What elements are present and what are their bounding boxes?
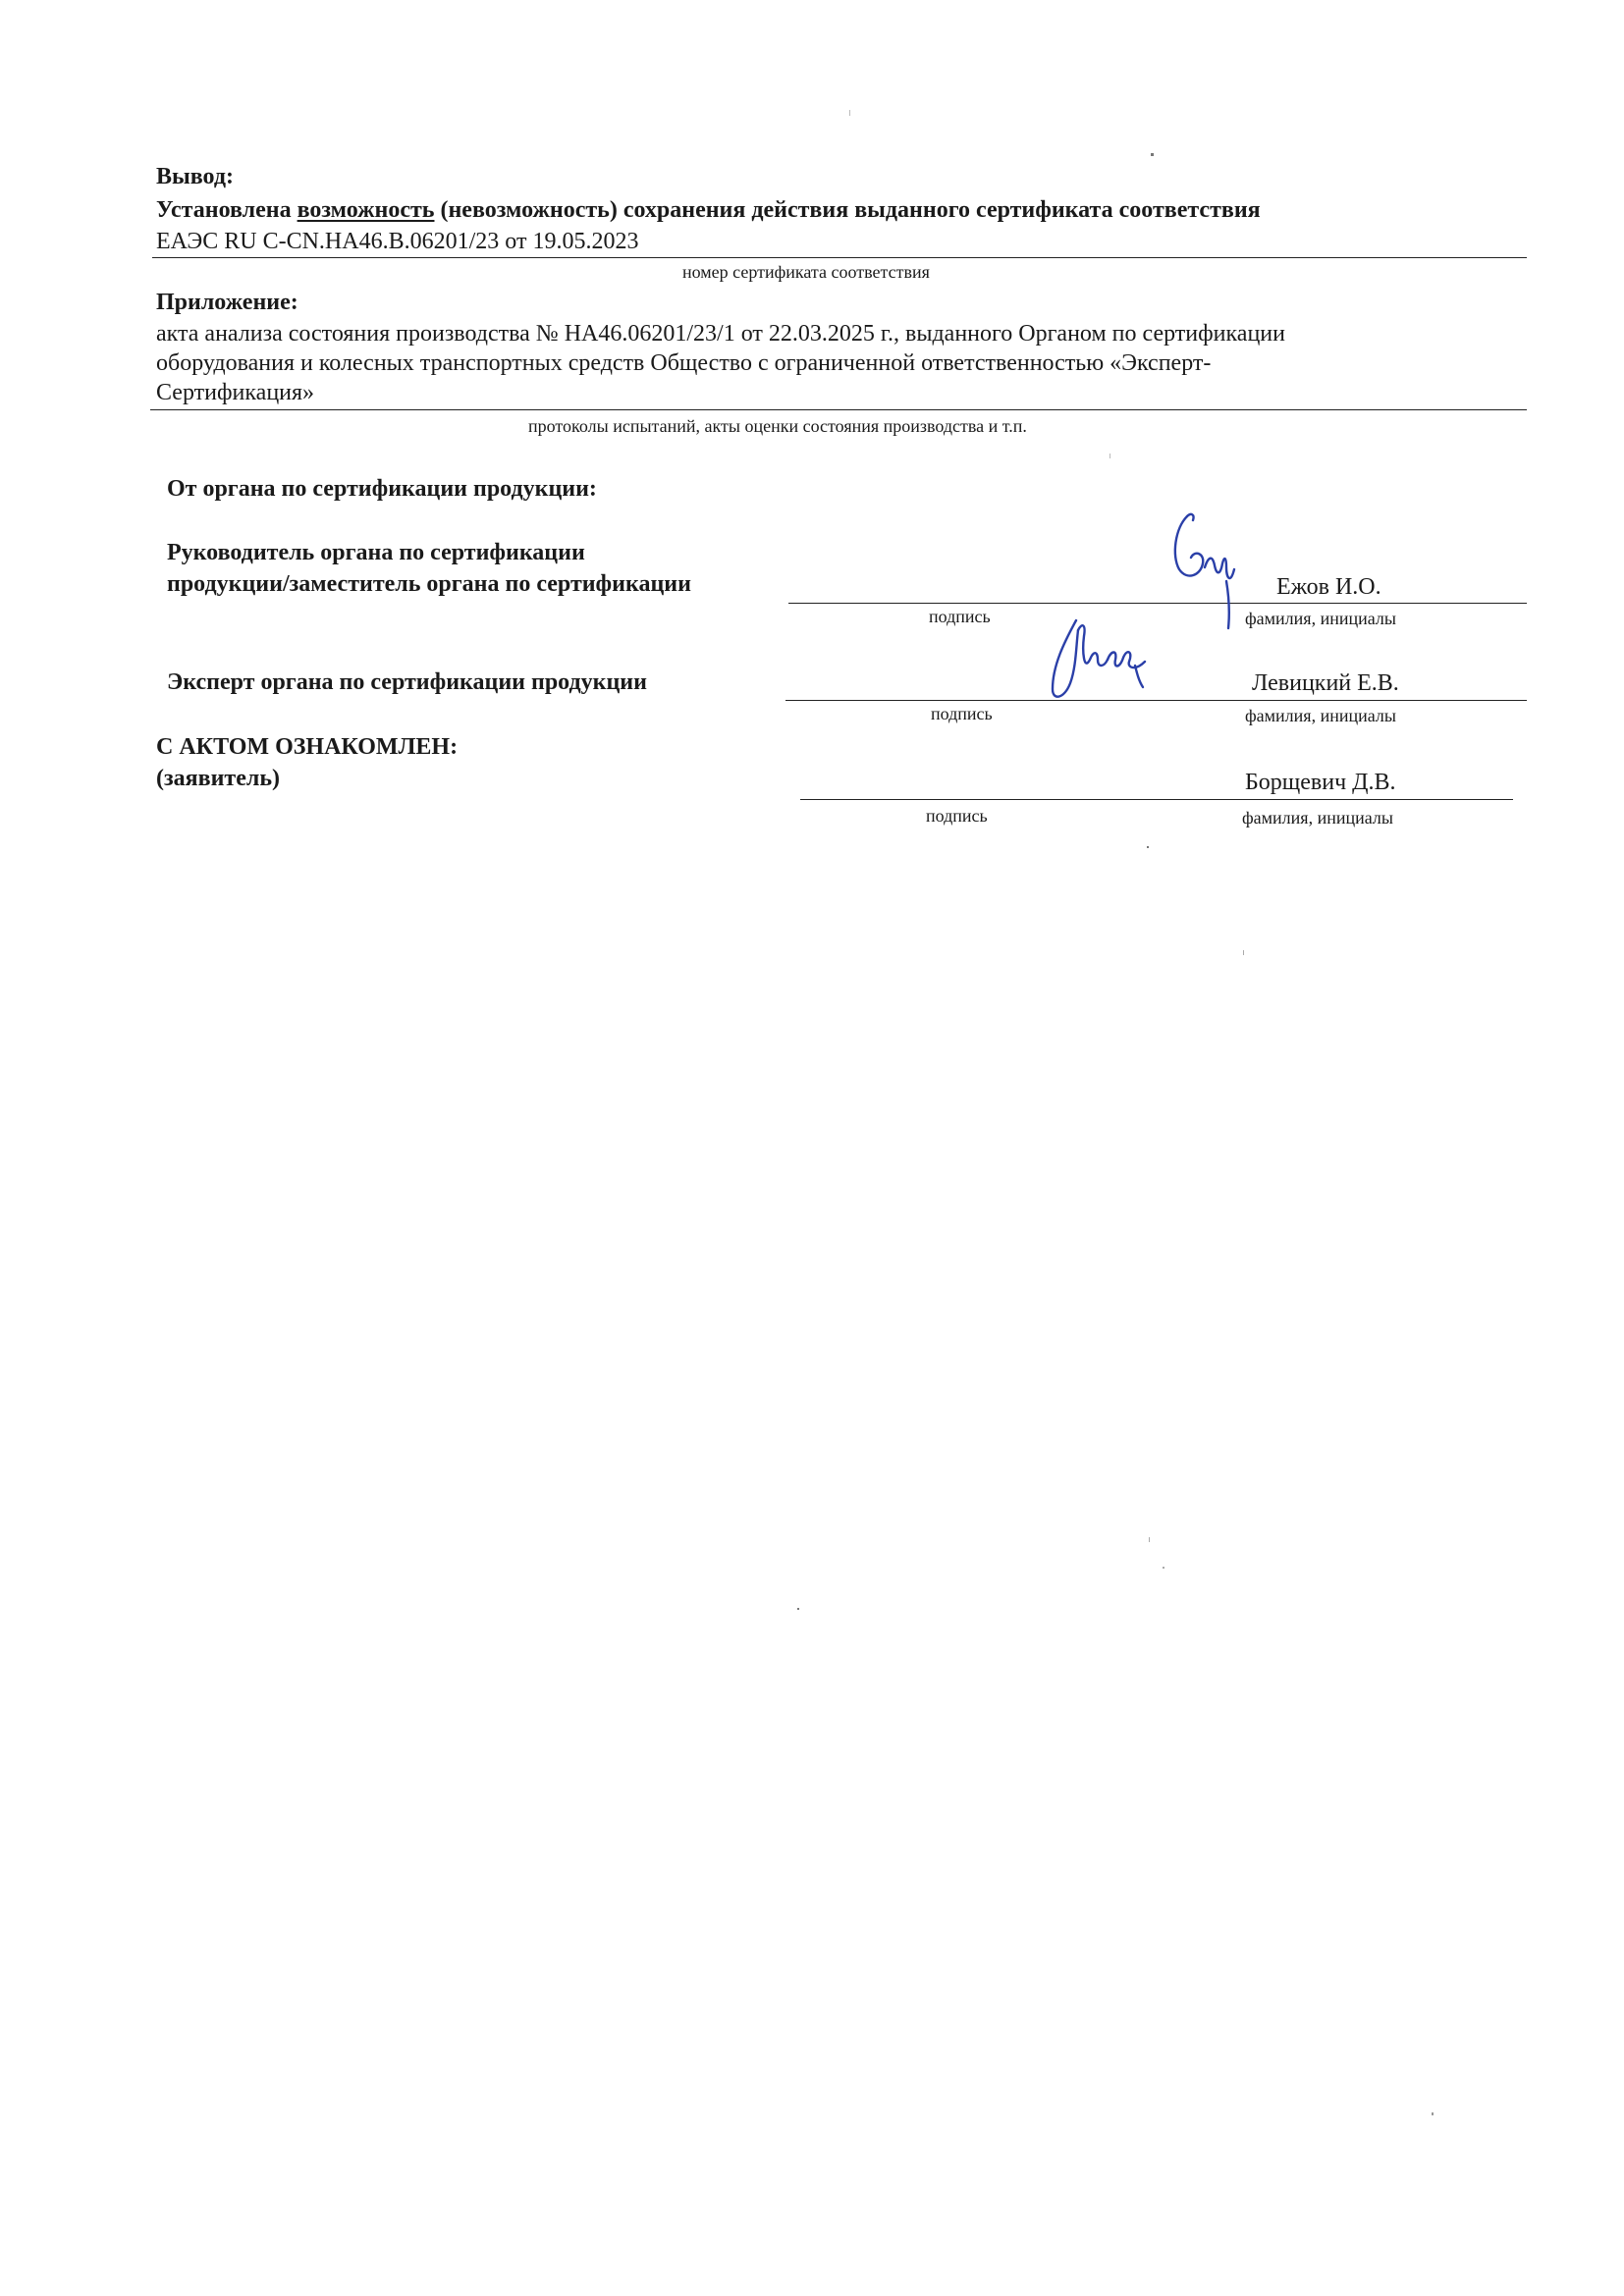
head-name-caption: фамилия, инициалы <box>1245 609 1396 628</box>
conclusion-suffix: (невозможность) сохранения действия выданного сертификата соответствия <box>434 197 1261 223</box>
scan-speck <box>797 1608 799 1610</box>
head-name: Ежов И.О. <box>1276 574 1381 600</box>
conclusion-selected-option: возможность <box>297 197 435 223</box>
scan-speck <box>849 110 850 116</box>
conclusion-statement <box>156 196 1261 224</box>
appendix-text-line1: акта анализа состояния производства № НА46.06201/23/1 от 22.03.2025 г., выданного Органом по сертификации <box>156 321 1285 347</box>
head-label-line2: продукции/заместитель органа по сертификации <box>167 571 691 597</box>
head-signature <box>1165 507 1254 634</box>
conclusion-prefix: Установлена <box>156 197 298 223</box>
scan-speck <box>1432 2112 1434 2115</box>
expert-name: Левицкий Е.В. <box>1252 670 1399 696</box>
head-label-line1: Руководитель органа по сертификации <box>167 540 585 565</box>
expert-signature-caption: подпись <box>931 704 993 723</box>
appendix-caption: протоколы испытаний, акты оценки состояния производства и т.п. <box>528 416 1027 436</box>
scan-speck <box>1163 1567 1164 1569</box>
expert-label: Эксперт органа по сертификации продукции <box>167 669 647 695</box>
head-signature-caption: подпись <box>929 607 991 626</box>
expert-name-caption: фамилия, инициалы <box>1245 706 1396 725</box>
conclusion-heading: Вывод: <box>156 164 234 189</box>
applicant-name-caption: фамилия, инициалы <box>1242 808 1393 828</box>
scan-speck <box>1147 846 1149 848</box>
scan-speck <box>1151 153 1154 156</box>
applicant-signature-rule <box>800 799 1513 800</box>
certification-body-heading: От органа по сертификации продукции: <box>167 476 597 502</box>
appendix-text-line3: Сертификация» <box>156 380 315 405</box>
certificate-caption: номер сертификата соответствия <box>682 262 930 282</box>
appendix-heading: Приложение: <box>156 290 298 315</box>
applicant-heading: С АКТОМ ОЗНАКОМЛЕН: <box>156 734 459 760</box>
applicant-role: (заявитель) <box>156 766 280 791</box>
appendix-text-line2: оборудования и колесных транспортных средств Общество с ограниченной ответственностью «Эксперт- <box>156 350 1212 376</box>
certificate-number: ЕАЭС RU C-CN.НА46.В.06201/23 от 19.05.2023 <box>156 229 639 254</box>
applicant-name: Борщевич Д.В. <box>1245 770 1396 795</box>
certificate-rule <box>152 257 1527 258</box>
appendix-rule <box>150 409 1527 410</box>
scan-speck <box>1149 1537 1150 1542</box>
expert-signature <box>1041 603 1159 711</box>
applicant-signature-caption: подпись <box>926 806 988 826</box>
scan-speck <box>1243 950 1244 955</box>
